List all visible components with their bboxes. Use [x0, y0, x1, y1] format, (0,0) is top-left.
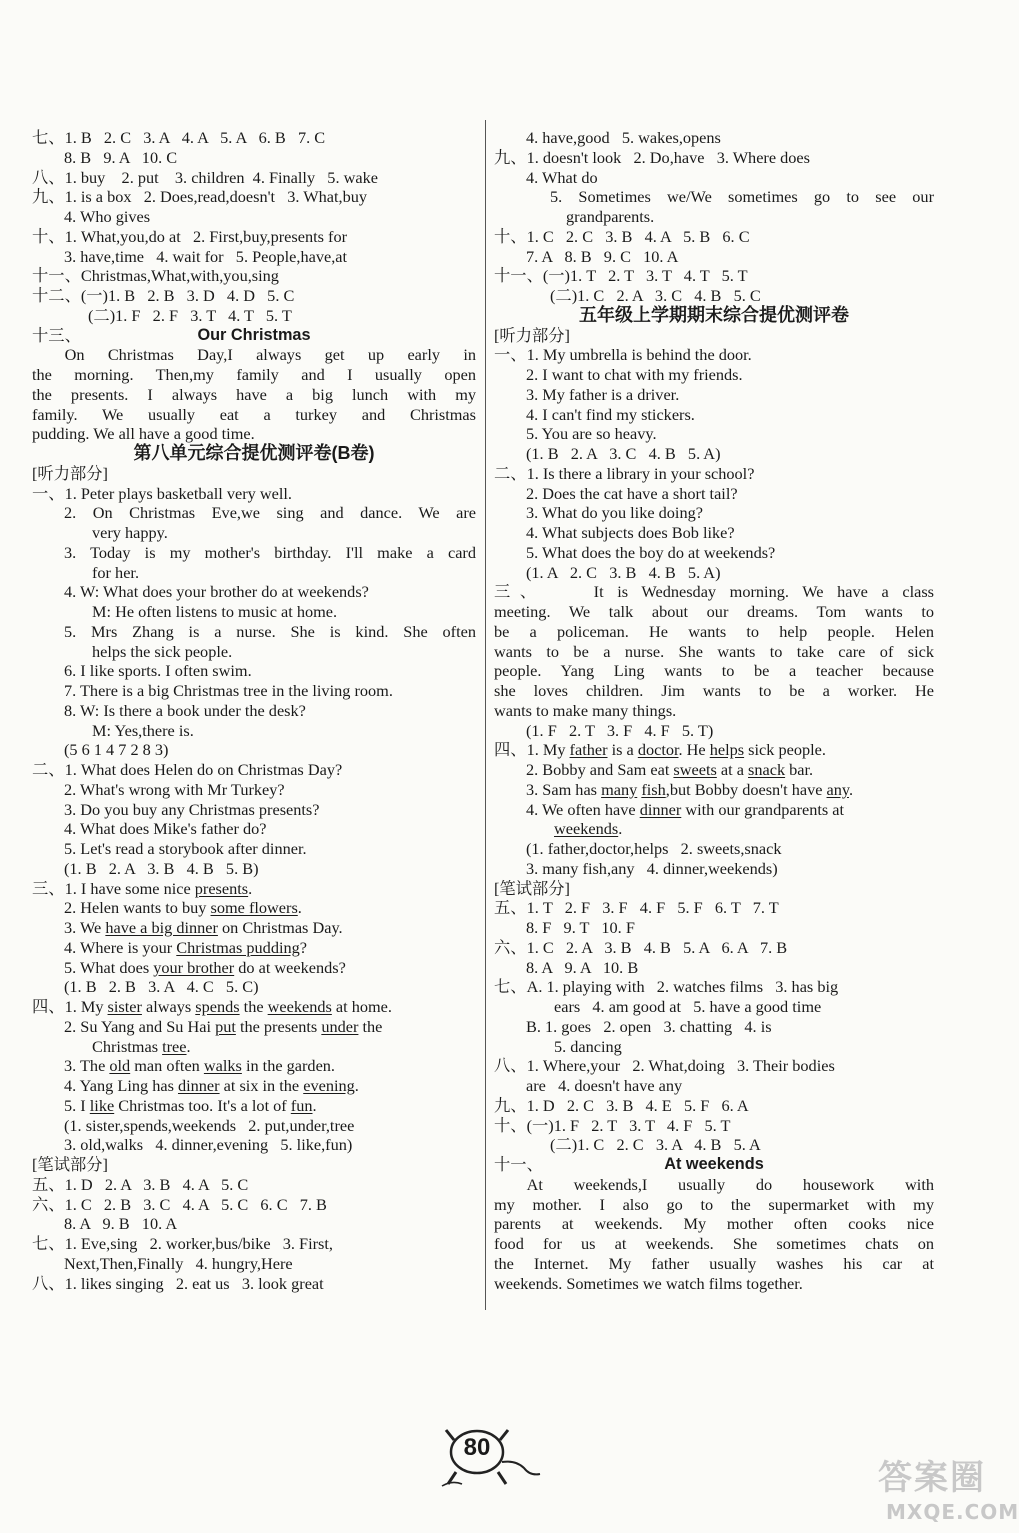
- answer-line: 8. A 9. B 10. A: [64, 1214, 178, 1234]
- essay-heading: [494, 1155, 934, 1175]
- answer-line: 3. old,walks 4. dinner,evening 5. like,fun): [64, 1135, 353, 1155]
- answer-line: (1. F 2. T 3. F 4. F 5. T): [526, 720, 714, 740]
- paragraph-text: family. We usually eat a turkey and Christmas: [32, 404, 476, 424]
- paragraph-line: [494, 187, 934, 207]
- paragraph-line: [32, 365, 476, 385]
- paragraph-text: 3. Today is my mother's birthday. I'll make a card: [64, 542, 476, 562]
- answer-line: 3. What do you like doing?: [526, 503, 703, 523]
- answer-line: 七、A. 1. playing with 2. watches films 3. has big: [494, 977, 839, 997]
- answer-line: 八、1. Where,your 2. What,doing 3. Their bodies: [494, 1056, 835, 1076]
- underlined-answer: father: [569, 740, 608, 760]
- answer-line: grandparents.: [566, 207, 655, 226]
- section-title: 第八单元综合提优测评卷(B卷): [133, 443, 375, 463]
- underlined-answer: like: [89, 1095, 115, 1115]
- paragraph-line: [494, 1175, 934, 1195]
- answer-line: 5. You are so heavy.: [526, 424, 657, 444]
- answer-line: are 4. doesn't have any: [526, 1076, 683, 1095]
- right-column: [494, 128, 934, 1293]
- answer-line: 6. I like sports. I often swim.: [64, 661, 252, 681]
- paragraph-text: be a policeman. He wants to help people. Helen: [494, 621, 934, 641]
- answer-line: 5. I like Christmas too. It's a lot of fun.: [64, 1095, 317, 1115]
- paragraph-text: On Christmas Day,I always get up early in: [64, 345, 476, 365]
- answer-line: (1. B 2. A 3. B 4. B 5. B): [64, 858, 259, 878]
- answer-line: 8. A 9. A 10. B: [526, 957, 639, 977]
- answer-line: 8. W: Is there a book under the desk?: [64, 700, 306, 720]
- answer-line: 十、1. C 2. C 3. B 4. A 5. B 6. C: [494, 226, 750, 246]
- underlined-answer: any: [826, 779, 849, 799]
- essay-heading: [32, 326, 476, 346]
- underlined-answer: dinner: [177, 1076, 220, 1095]
- answer-line: 7. A 8. B 9. C 10. A: [526, 246, 679, 266]
- paragraph-text: she loves children. Jim wants to be a worker. He: [494, 681, 934, 700]
- underlined-answer: put: [215, 1016, 236, 1036]
- answer-line: 七、1. Eve,sing 2. worker,bus/bike 3. First,: [32, 1234, 333, 1253]
- answer-line: 5. What does the boy do at weekends?: [526, 542, 776, 562]
- section-title: 五年级上学期期末综合提优测评卷: [579, 304, 849, 325]
- answer-line: 3. have,time 4. wait for 5. People,have,at: [64, 246, 348, 266]
- underlined-answer: doctor: [637, 740, 679, 760]
- answer-line: 4. Yang Ling has dinner at six in the evening.: [64, 1076, 359, 1095]
- answer-line: 五、1. D 2. A 3. B 4. A 5. C: [32, 1174, 249, 1194]
- paragraph-text: meeting. We talk about our dreams. Tom wants to: [494, 602, 934, 621]
- answer-line: M: Yes,there is.: [92, 720, 194, 740]
- underlined-answer: sister: [107, 997, 142, 1016]
- underlined-answer: some flowers: [210, 898, 298, 918]
- answer-line: 九、1. is a box 2. Does,read,doesn't 3. What,buy: [32, 187, 367, 207]
- underlined-answer: snack: [748, 760, 786, 779]
- paragraph-line: [494, 701, 934, 721]
- paragraph-text: wants to be a nurse. She wants to take care of sick: [494, 641, 934, 661]
- paragraph-line: [32, 622, 476, 642]
- answer-line: 六、1. C 2. A 3. B 4. B 5. A 6. A 7. B: [494, 937, 788, 957]
- answer-line: 三、1. I have some nice presents.: [32, 878, 253, 898]
- answer-line: 十一、Christmas,What,with,you,sing: [32, 266, 279, 286]
- paragraph-line: [494, 602, 934, 622]
- answer-line: 3. My father is a driver.: [526, 384, 680, 404]
- underlined-answer: presents: [194, 878, 249, 898]
- underlined-answer: tree: [162, 1036, 187, 1056]
- answer-line: (1. sister,spends,weekends 2. put,under,tree: [64, 1115, 355, 1135]
- paragraph-line: [494, 681, 934, 701]
- paragraph-line: [494, 1195, 934, 1215]
- paragraph-text: It is Wednesday morning. We have a class: [593, 582, 934, 602]
- paragraph-text: pudding. We all have a good time.: [32, 424, 255, 444]
- essay-title: Our Christmas: [197, 325, 311, 344]
- paragraph-text: At weekends,I usually do housework with: [526, 1174, 934, 1194]
- left-column: [32, 128, 476, 1293]
- answer-line: [听力部分]: [494, 325, 570, 345]
- answer-line: 4. Who gives: [64, 207, 151, 226]
- paragraph-text: the morning. Then,my family and I usually open: [32, 365, 476, 384]
- paragraph-text: 5. Mrs Zhang is a nurse. She is kind. She often: [64, 621, 476, 641]
- answer-line: weekends.: [554, 819, 623, 839]
- underlined-answer: under: [321, 1016, 359, 1036]
- paragraph-line: [494, 642, 934, 662]
- paragraph-text: weekends. Sometimes we watch films together.: [494, 1273, 803, 1293]
- answer-line: 5. What does your brother do at weekends?: [64, 957, 346, 977]
- paragraph-line: [494, 622, 934, 642]
- paragraph-text: wants to make many things.: [494, 700, 677, 720]
- paragraph-line: [494, 1214, 934, 1234]
- answer-line: 4. Where is your Christmas pudding?: [64, 937, 308, 957]
- underlined-answer: sweets: [673, 760, 717, 779]
- answer-line: (1. A 2. C 3. B 4. B 5. A): [526, 562, 721, 582]
- paragraph-text: people. Yang Ling wants to be a teacher because: [494, 661, 934, 681]
- answer-line: [笔试部分]: [32, 1155, 108, 1174]
- watermark-domain: MXQE.COM: [886, 1500, 1019, 1524]
- answer-line: 3. Do you buy any Christmas presents?: [64, 799, 320, 819]
- paragraph-line: [32, 405, 476, 425]
- answer-line: 4. What subjects does Bob like?: [526, 523, 735, 542]
- paragraph-text: 5. Sometimes we/We sometimes go to see our: [550, 187, 934, 207]
- underlined-answer: weekends: [554, 819, 619, 839]
- watermark: [878, 1450, 1019, 1530]
- answer-line: M: He often listens to music at home.: [92, 602, 338, 621]
- answer-line: 7. There is a big Christmas tree in the living room.: [64, 681, 393, 700]
- answer-line: 十、(一)1. F 2. T 3. T 4. F 5. T: [494, 1115, 731, 1135]
- question-number: 三、: [494, 582, 546, 602]
- paragraph-line: [32, 503, 476, 523]
- answer-line: 3. many fish,any 4. dinner,weekends): [526, 858, 778, 878]
- underlined-answer: many: [601, 779, 638, 799]
- underlined-answer: dinner: [639, 799, 682, 819]
- underlined-answer: fun: [290, 1095, 313, 1115]
- answer-line: 二、1. Is there a library in your school?: [494, 463, 755, 483]
- answer-line: helps the sick people.: [92, 641, 233, 661]
- answer-line: 六、1. C 2. B 3. C 4. A 5. C 6. C 7. B: [32, 1194, 327, 1214]
- page-number: 80: [463, 1434, 491, 1461]
- answer-line: 2. What's wrong with Mr Turkey?: [64, 779, 285, 799]
- answer-line: Christmas tree.: [92, 1036, 191, 1056]
- answer-line: 4. W: What does your brother do at weekends?: [64, 582, 369, 602]
- paragraph-line: [494, 661, 934, 681]
- answer-line: [笔试部分]: [494, 878, 570, 898]
- answer-line: 8. F 9. T 10. F: [526, 918, 635, 937]
- paragraph-text: my mother. I also go to the supermarket with my: [494, 1194, 934, 1214]
- answer-line: 九、1. D 2. C 3. B 4. E 5. F 6. A: [494, 1095, 749, 1115]
- answer-line: ears 4. am good at 5. have a good time: [554, 997, 822, 1016]
- answer-line: 5. Let's read a storybook after dinner.: [64, 839, 307, 858]
- answer-line: 十、1. What,you,do at 2. First,buy,presents for: [32, 226, 348, 246]
- answer-line: 4. I can't find my stickers.: [526, 404, 695, 424]
- paragraph-line: [32, 424, 476, 444]
- page-number-badge: [440, 1426, 550, 1496]
- answer-line: 2. Does the cat have a short tail?: [526, 483, 738, 503]
- answer-line: Next,Then,Finally 4. hungry,Here: [64, 1253, 293, 1273]
- paragraph-line: [32, 385, 476, 405]
- underlined-answer: old: [109, 1056, 131, 1076]
- answer-line: 七、1. B 2. C 3. A 4. A 5. A 6. B 7. C: [32, 128, 326, 147]
- column-divider: [485, 120, 486, 1310]
- watermark-logo: 答案圈: [878, 1458, 986, 1498]
- answer-line: (二)1. C 2. C 3. A 4. B 5. A: [550, 1135, 761, 1155]
- paragraph-line: [494, 1274, 934, 1294]
- paragraph-line: [32, 345, 476, 365]
- paragraph-line: [32, 543, 476, 563]
- answer-line: (1. father,doctor,helps 2. sweets,snack: [526, 839, 782, 858]
- answer-line: 2. Su Yang and Su Hai put the presents under the: [64, 1016, 383, 1036]
- underlined-answer: helps: [709, 740, 745, 760]
- answer-line: 2. Bobby and Sam eat sweets at a snack bar.: [526, 760, 814, 779]
- answer-line: 四、1. My sister always spends the weekends at home.: [32, 997, 392, 1016]
- answer-line: 3. Sam has many fish,but Bobby doesn't have any.: [526, 779, 854, 799]
- answer-line: 二、1. What does Helen do on Christmas Day?: [32, 760, 343, 779]
- underlined-answer: weekends: [267, 997, 332, 1016]
- answer-line: 五、1. T 2. F 3. F 4. F 5. F 6. T 7. T: [494, 898, 779, 918]
- answer-line: 九、1. doesn't look 2. Do,have 3. Where does: [494, 147, 810, 167]
- answer-line: (二)1. F 2. F 3. T 4. T 5. T: [88, 305, 292, 325]
- answer-line: (1. B 2. B 3. A 4. C 5. C): [64, 977, 259, 997]
- answer-line: (1. B 2. A 3. C 4. B 5. A): [526, 444, 721, 463]
- answer-line: 4. What does Mike's father do?: [64, 819, 267, 839]
- paragraph-line: [494, 582, 934, 602]
- answer-line: 一、1. My umbrella is behind the door.: [494, 345, 752, 365]
- underlined-answer: spends: [195, 997, 240, 1016]
- answer-line: 4. have,good 5. wakes,opens: [526, 128, 721, 147]
- question-number: 十一、: [494, 1155, 543, 1174]
- answer-line: 3. We have a big dinner on Christmas Day.: [64, 918, 343, 937]
- paragraph-text: the presents. I always have a big lunch with my: [32, 384, 476, 404]
- answer-line: 2. I want to chat with my friends.: [526, 365, 743, 384]
- underlined-answer: fish: [641, 779, 666, 799]
- answer-line: 3. The old man often walks in the garden.: [64, 1056, 336, 1076]
- answer-line: 八、1. buy 2. put 3. children 4. Finally 5. wake: [32, 167, 378, 187]
- question-number: 十三、: [32, 325, 81, 345]
- answer-line: 4. What do: [526, 167, 598, 187]
- paragraph-text: parents at weekends. My mother often cooks nice: [494, 1214, 934, 1234]
- underlined-answer: evening: [303, 1076, 355, 1095]
- answer-line: B. 1. goes 2. open 3. chatting 4. is: [526, 1016, 772, 1036]
- answer-line: 5. dancing: [554, 1036, 622, 1056]
- underlined-answer: walks: [203, 1056, 242, 1076]
- underlined-answer: your brother: [153, 957, 235, 977]
- essay-title: At weekends: [664, 1155, 764, 1173]
- paragraph-text: the Internet. My father usually washes his car at: [494, 1253, 934, 1273]
- answer-line: 2. Helen wants to buy some flowers.: [64, 898, 302, 918]
- answer-line: 十一、(一)1. T 2. T 3. T 4. T 5. T: [494, 266, 748, 286]
- answer-line: 4. We often have dinner with our grandparents at: [526, 799, 845, 819]
- answer-line: [听力部分]: [32, 463, 108, 483]
- answer-line: (二)1. C 2. A 3. C 4. B 5. C: [550, 286, 761, 305]
- answer-line: 8. B 9. A 10. C: [64, 147, 178, 167]
- answer-line: 十二、(一)1. B 2. B 3. D 4. D 5. C: [32, 286, 295, 305]
- paragraph-text: 2. On Christmas Eve,we sing and dance. We are: [64, 503, 476, 523]
- paragraph-line: [494, 1254, 934, 1274]
- answer-line: 一、1. Peter plays basketball very well.: [32, 483, 292, 503]
- answer-line: 八、1. likes singing 2. eat us 3. look great: [32, 1273, 324, 1293]
- answer-line: very happy.: [92, 523, 168, 542]
- paragraph-line: [494, 1234, 934, 1254]
- underlined-answer: Christmas pudding: [176, 937, 300, 957]
- answer-line: (5 6 1 4 7 2 8 3): [64, 740, 169, 760]
- paragraph-text: food for us at weekends. She sometimes chats on: [494, 1234, 934, 1253]
- answer-line: 四、1. My father is a doctor. He helps sick people.: [494, 740, 826, 760]
- answer-line: for her.: [92, 562, 140, 582]
- underlined-answer: have a big dinner: [105, 918, 218, 937]
